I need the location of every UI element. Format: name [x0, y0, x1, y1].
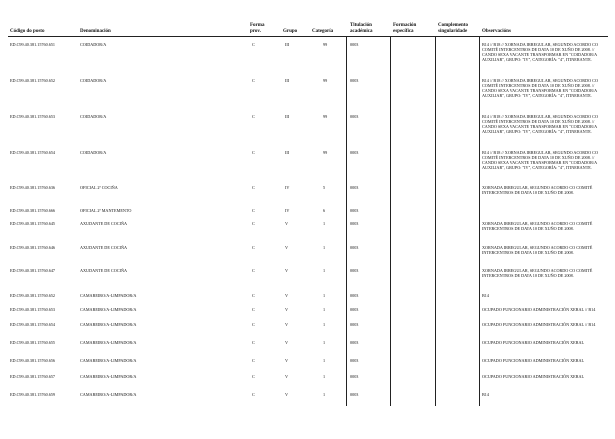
row-categoria: 1 — [323, 358, 326, 363]
row-code: ED.C99.40.381.15760.657 — [10, 374, 56, 379]
row-denomination: CAMAREIRO/A-LIMPADOR/A — [80, 358, 137, 363]
row-observations: B14 // B18 // XORNADA IRREGULAR, SEGUNDO ACORDO CO COMITÉ INTERCENTROS DE DATA 10 DE XUÑO DE 2008. // CANDO SEXA VACANTE TRANSFORMAR EN "COIDADOR/A AUXILIAR", GRUPO: "IV", CATEGORÍA: "4", ITINERANTE. — [482, 78, 598, 98]
row-categoria: 1 — [323, 340, 326, 345]
row-code: ED.C99.40.381.15760.654 — [10, 150, 56, 155]
header-forma: Forma prov. — [250, 23, 265, 34]
row-titulacion: 0003 — [350, 42, 359, 47]
row-code: ED.C99.40.381.15760.654 — [10, 322, 56, 327]
header-divider — [8, 36, 608, 37]
row-grupo: V — [285, 392, 289, 397]
column-divider — [346, 36, 347, 406]
row-denomination: AXUDANTE DE COCIÑA — [80, 245, 127, 250]
row-denomination: CAMAREIRO/A-LIMPADOR/A — [80, 307, 137, 312]
row-titulacion: 0003 — [350, 374, 359, 379]
row-code: ED.C99.40.381.15760.636 — [10, 185, 56, 190]
row-titulacion: 0003 — [350, 114, 359, 119]
row-code: ED.C99.40.381.15760.645 — [10, 221, 56, 226]
row-grupo: IV — [285, 208, 290, 213]
row-titulacion: 0003 — [350, 185, 359, 190]
column-divider — [435, 36, 436, 406]
row-grupo: III — [285, 42, 290, 47]
row-code: ED.C99.40.381.15760.656 — [10, 358, 56, 363]
row-denomination: AXUDANTE DE COCIÑA — [80, 268, 127, 273]
row-grupo: V — [285, 374, 289, 379]
row-grupo: V — [285, 221, 289, 226]
row-categoria: 1 — [323, 392, 326, 397]
header-grupo: Grupo — [283, 29, 298, 34]
row-denomination: COIDADOR/A — [80, 78, 107, 83]
row-titulacion: 0003 — [350, 307, 359, 312]
row-code: ED.C99.40.381.15760.659 — [10, 392, 56, 397]
row-observations: XORNADA IRREGULAR, SEGUNDO ACORDO CO COMITÉ INTERCENTROS DE DATA 10 DE XUÑO DE 2008. — [482, 185, 593, 195]
row-categoria: 6 — [323, 208, 326, 213]
header-codigo: Código do posto — [10, 29, 45, 34]
row-grupo: V — [285, 293, 289, 298]
row-titulacion: 0003 — [350, 208, 359, 213]
row-categoria: 99 — [323, 42, 328, 47]
row-observations: OCUPADO FUNCIONARIO ADMINISTRACIÓN XERAL // B14 — [482, 307, 596, 312]
row-code: ED.C99.40.381.15760.651 — [10, 42, 56, 47]
row-denomination: OFICIAL 2ª COCIÑA — [80, 185, 118, 190]
row-categoria: 5 — [323, 185, 326, 190]
row-grupo: V — [285, 340, 289, 345]
row-code: ED.C99.40.381.15760.666 — [10, 208, 56, 213]
row-code: ED.C99.40.381.15760.652 — [10, 78, 56, 83]
row-grupo: III — [285, 150, 290, 155]
row-forma: C — [252, 78, 255, 83]
row-denomination: COIDADOR/A — [80, 150, 107, 155]
row-observations: OCUPADO FUNCIONARIO ADMINISTRACIÓN XERAL // B14 — [482, 322, 596, 327]
row-code: ED.C99.40.381.15760.655 — [10, 340, 56, 345]
row-observations: OCUPADO FUNCIONARIO ADMINISTRACIÓN XERAL — [482, 358, 585, 363]
row-forma: C — [252, 221, 255, 226]
row-forma: C — [252, 114, 255, 119]
row-forma: C — [252, 185, 255, 190]
row-titulacion: 0003 — [350, 221, 359, 226]
row-titulacion: 0003 — [350, 245, 359, 250]
header-observacions: Observacións — [482, 29, 511, 34]
row-grupo: V — [285, 245, 289, 250]
row-forma: C — [252, 358, 255, 363]
row-observations: B14 // B18 // XORNADA IRREGULAR, SEGUNDO ACORDO CO COMITÉ INTERCENTROS DE DATA 10 DE XUÑO DE 2008. // CANDO SEXA VACANTE TRANSFORMAR EN "COIDADOR/A AUXILIAR", GRUPO: "IV", CATEGORÍA: "4", ITINERANTE. — [482, 42, 598, 62]
row-forma: C — [252, 150, 255, 155]
header-complemento: Complemento singularidade — [438, 23, 468, 34]
row-denomination: CAMAREIRO/A-LIMPADOR/A — [80, 340, 137, 345]
row-code: ED.C99.40.381.15760.646 — [10, 245, 56, 250]
row-observations: XORNADA IRREGULAR, SEGUNDO ACORDO CO COMITÉ INTERCENTROS DE DATA 10 DE XUÑO DE 2008. — [482, 245, 593, 255]
row-forma: C — [252, 268, 255, 273]
row-forma: C — [252, 322, 255, 327]
row-forma: C — [252, 340, 255, 345]
row-denomination: CAMAREIRO/A-LIMPADOR/A — [80, 293, 137, 298]
column-divider — [479, 36, 480, 406]
row-categoria: 1 — [323, 322, 326, 327]
row-code: ED.C99.40.381.15760.652 — [10, 293, 56, 298]
row-grupo: IV — [285, 185, 290, 190]
row-code: ED.C99.40.381.15760.653 — [10, 114, 56, 119]
row-categoria: 1 — [323, 221, 326, 226]
header-denominacion: Denominación — [80, 29, 111, 34]
row-categoria: 99 — [323, 150, 328, 155]
row-denomination: AXUDANTE DE COCIÑA — [80, 221, 127, 226]
row-observations: B14 — [482, 392, 489, 397]
row-categoria: 1 — [323, 307, 326, 312]
row-titulacion: 0003 — [350, 358, 359, 363]
row-titulacion: 0003 — [350, 150, 359, 155]
row-code: ED.C99.40.381.15760.647 — [10, 268, 56, 273]
row-grupo: III — [285, 114, 290, 119]
row-categoria: 99 — [323, 78, 328, 83]
row-observations: B14 — [482, 293, 489, 298]
row-titulacion: 0003 — [350, 268, 359, 273]
row-titulacion: 0003 — [350, 293, 359, 298]
row-titulacion: 0003 — [350, 392, 359, 397]
row-forma: C — [252, 245, 255, 250]
row-observations: B14 // B18 // XORNADA IRREGULAR, SEGUNDO ACORDO CO COMITÉ INTERCENTROS DE DATA 10 DE XUÑO DE 2008. // CANDO SEXA VACANTE TRANSFORMAR EN "COIDADOR/A AUXILIAR", GRUPO: "IV", CATEGORÍA: "4", ITINERANTE. — [482, 150, 598, 170]
row-denomination: CAMAREIRO/A-LIMPADOR/A — [80, 322, 137, 327]
row-code: ED.C99.40.381.15760.653 — [10, 307, 56, 312]
row-grupo: III — [285, 78, 290, 83]
header-categoria: Categoría — [312, 29, 334, 34]
row-titulacion: 0003 — [350, 322, 359, 327]
row-denomination: COIDADOR/A — [80, 114, 107, 119]
row-forma: C — [252, 293, 255, 298]
row-grupo: V — [285, 322, 289, 327]
row-categoria: 1 — [323, 374, 326, 379]
row-denomination: OFICIAL 2ª MANTEMENTO — [80, 208, 132, 213]
row-grupo: V — [285, 358, 289, 363]
row-forma: C — [252, 42, 255, 47]
row-titulacion: 0003 — [350, 78, 359, 83]
row-categoria: 1 — [323, 293, 326, 298]
column-divider — [390, 36, 391, 406]
row-categoria: 99 — [323, 114, 328, 119]
row-forma: C — [252, 307, 255, 312]
row-observations: XORNADA IRREGULAR, SEGUNDO ACORDO CO COMITÉ INTERCENTROS DE DATA 10 DE XUÑO DE 2008. — [482, 221, 593, 231]
row-forma: C — [252, 392, 255, 397]
row-observations: XORNADA IRREGULAR, SEGUNDO ACORDO CO COMITÉ INTERCENTROS DE DATA 10 DE XUÑO DE 2008. — [482, 268, 593, 278]
header-formacion: Formación específica — [393, 23, 417, 34]
header-titulacion: Titulación académica — [350, 23, 373, 34]
row-observations: B14 // B18 // XORNADA IRREGULAR, SEGUNDO ACORDO CO COMITÉ INTERCENTROS DE DATA 10 DE XUÑO DE 2008. // CANDO SEXA VACANTE TRANSFORMAR EN "COIDADOR/A AUXILIAR", GRUPO: "IV", CATEGORÍA: "4", ITINERANTE. — [482, 114, 598, 134]
row-titulacion: 0003 — [350, 340, 359, 345]
row-categoria: 1 — [323, 245, 326, 250]
row-forma: C — [252, 374, 255, 379]
row-grupo: V — [285, 268, 289, 273]
row-observations: OCUPADO FUNCIONARIO ADMINISTRACIÓN XERAL — [482, 374, 585, 379]
row-grupo: V — [285, 307, 289, 312]
row-observations: OCUPADO FUNCIONARIO ADMINISTRACIÓN XERAL — [482, 340, 585, 345]
row-denomination: CAMAREIRO/A-LIMPADOR/A — [80, 374, 137, 379]
row-forma: C — [252, 208, 255, 213]
row-denomination: CAMAREIRO/A-LIMPADOR/A — [80, 392, 137, 397]
row-categoria: 1 — [323, 268, 326, 273]
row-denomination: COIDADOR/A — [80, 42, 107, 47]
